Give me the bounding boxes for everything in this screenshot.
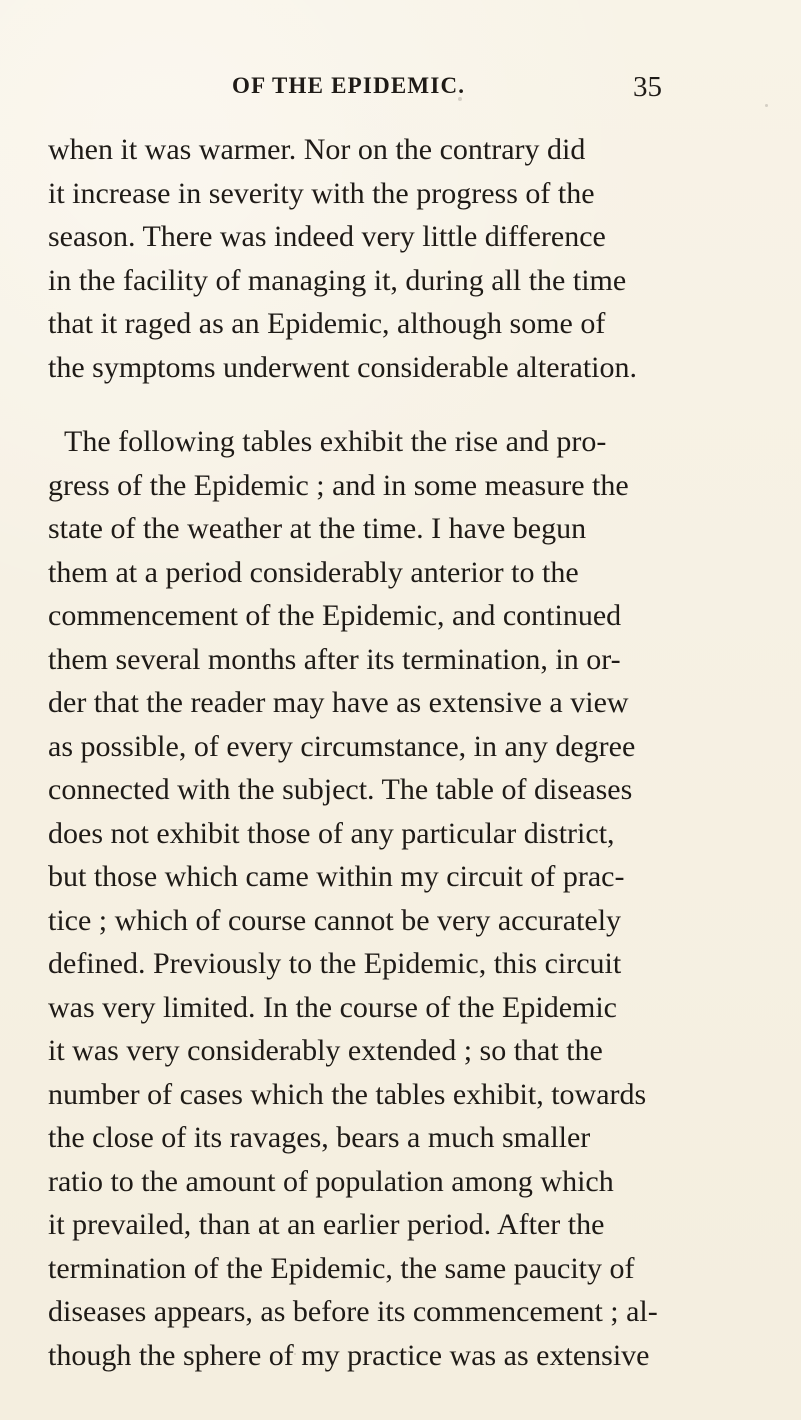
body-text [48,128,748,1377]
text-line: The following tables exhibit the rise and pro- [64,425,607,458]
running-title: OF THE EPIDEMIC. [232,73,466,98]
text-line: that it raged as an Epidemic, although some of [48,307,606,340]
text-line: it increase in severity with the progress of the [48,176,595,210]
text-line: ratio to the amount of population among which [48,1164,614,1198]
text-line: connected with the subject. The table of diseases [48,773,633,806]
text-line: though the sphere of my practice was as extensive [48,1338,650,1372]
text-line: tice ; which of course cannot be very accurately [48,903,622,937]
text-line: diseases appears, as before its commencement ; al- [48,1295,658,1328]
paper-speck [765,104,768,107]
text-line: season. There was indeed very little difference [48,220,606,253]
text-line: does not exhibit those of any particular district, [48,816,615,850]
paragraph-gap [48,389,748,420]
text-line: it was very considerably extended ; so that the [48,1034,603,1067]
text-line: defined. Previously to the Epidemic, this circuit [48,947,622,980]
text-line: in the facility of managing it, during all the time [48,263,627,297]
text-line: gress of the Epidemic ; and in some measure the [48,468,629,502]
text-line: but those which came within my circuit of prac- [48,860,625,893]
text-line: was very limited. In the course of the Epidemic [48,990,617,1024]
running-head [0,73,801,113]
text-line: the close of its ravages, bears a much smaller [48,1121,591,1154]
text-line: them several months after its termination, in or- [48,642,621,676]
paragraph-1 [48,128,748,389]
page-number: 35 [633,71,662,103]
text-line: when it was warmer. Nor on the contrary did [48,133,586,166]
text-line: termination of the Epidemic, the same paucity of [48,1251,635,1285]
paper-speck [294,1353,296,1355]
text-line: commencement of the Epidemic, and continued [48,599,622,632]
text-line: state of the weather at the time. I have begun [48,512,587,545]
text-line: them at a period considerably anterior to the [48,555,579,589]
paper-speck [458,97,462,101]
paragraph-2 [48,420,748,1377]
text-line: the symptoms underwent considerable alteration. [48,350,637,384]
text-line: as possible, of every circumstance, in any degree [48,729,636,763]
text-line: it prevailed, than at an earlier period. After the [48,1208,605,1241]
text-line: der that the reader may have as extensive a view [48,686,629,719]
text-line: number of cases which the tables exhibit, towards [48,1077,647,1111]
